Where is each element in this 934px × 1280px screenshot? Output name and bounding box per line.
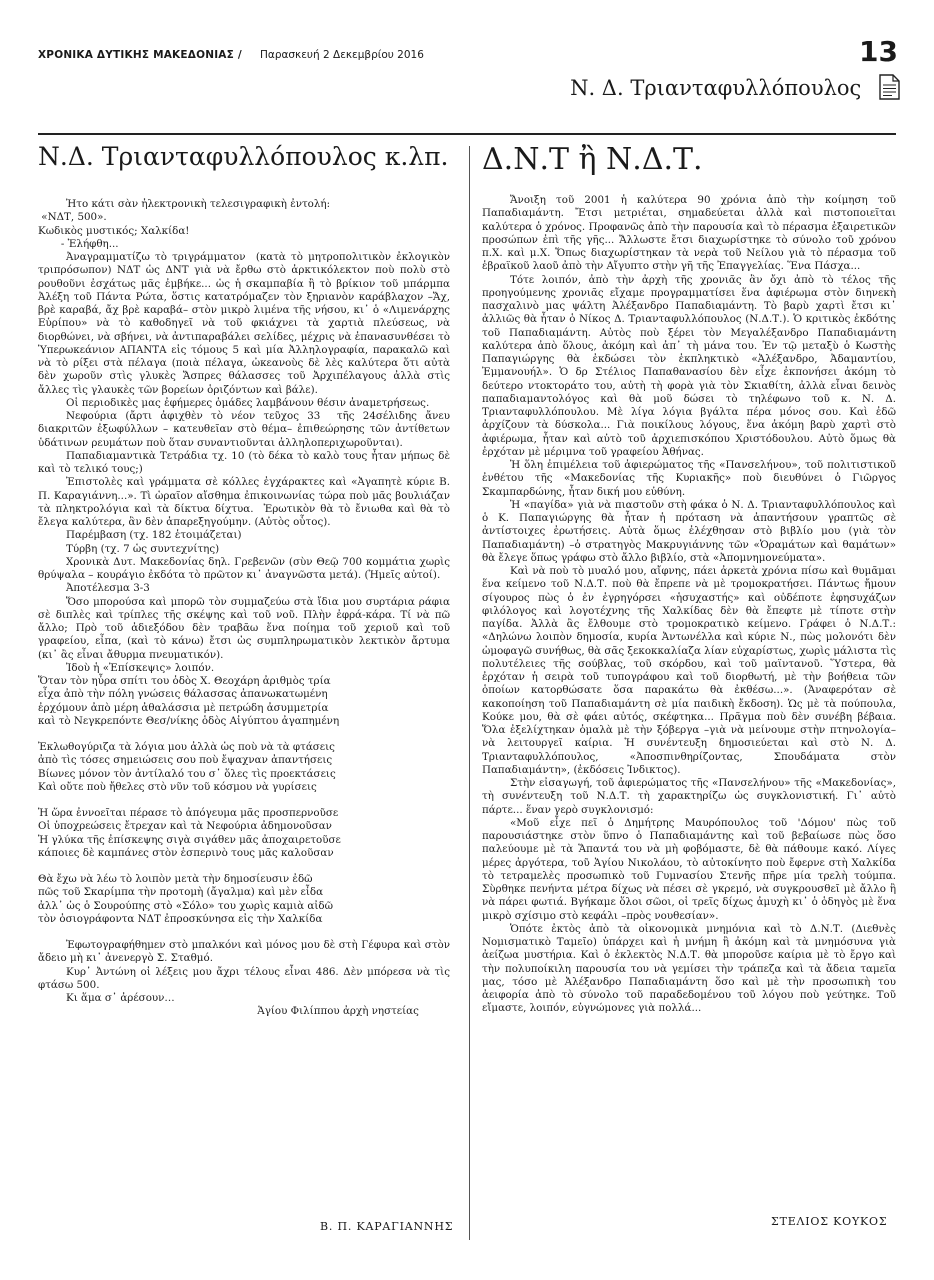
left-paragraph: Θὰ ἔχω νὰ λέω τὸ λοιπὸν μετὰ τὴν δημοσίευσιν ἐδῶ πῶς τοῦ Σκαρίμπα τὴν προτομὴ (ἄγαλμα) καὶ μὲν εἶδα ἀλλ᾽ ὡς ὁ Σουρούπης στὸ «Σόλο» του χωρὶς καμιὰ αἰδῶ τὸν ὁσιογράφοντα ΝΔΤ ἐπροσκύνησα εἰς τὴν Χαλκίδα	[38, 873, 333, 925]
left-article-title: Ν.Δ. Τριανταφυλλόπουλος κ.λπ.	[38, 142, 449, 171]
left-paragraph: Ἐφωτογραφήθημεν στὸ μπαλκόνι καὶ μόνος μου δὲ στὴ Γέφυρα καὶ στὸν ἄδειο μὴ κι᾽ ἀνενεργὸ Σ. Σταθμό.	[38, 939, 454, 965]
document-icon	[878, 73, 902, 101]
left-paragraph	[38, 926, 450, 939]
left-paragraph: Οἱ περιοδικὲς μας ἐφήμερες ὁμάδες λαμβάνουν θέσιν ἀναμετρήσεως.	[66, 396, 430, 409]
left-paragraph: Παπαδιαμαντικὰ Τετράδια τχ. 10 (τὸ δέκα τὸ καλὸ τους ἦταν μήπως δὲ καὶ τὸ τελικό τους;)	[38, 449, 454, 475]
left-paragraph	[38, 728, 450, 741]
left-paragraph: Ἡ ὥρα ἐννοεῖται πέρασε τὸ ἀπόγευμα μᾶς προσπερνοῦσε Οἱ ὑποχρεώσεις ἔτρεχαν καὶ τὰ Νεφούρια ἀδημονοῦσαν Ἡ γλύκα τῆς ἐπίσκεψης σιγὰ σιγάθεν μᾶς ἀποχαιρετοῦσε κάποιες δὲ καμπάνες στὸν ἑσπερινὸ τους μᾶς καλοῦσαν	[38, 807, 341, 859]
section-title-text: Ν. Δ. Τριανταφυλλόπουλος	[570, 76, 862, 100]
section-title	[570, 76, 898, 100]
page-number: 13	[859, 35, 898, 68]
left-article	[38, 140, 454, 1019]
left-paragraph: Κι ἅμα σ᾽ ἀρέσουν…	[66, 992, 175, 1004]
right-paragraph: «Μοῦ εἶχε πεῖ ὁ Δημήτρης Μαυρόπουλος τοῦ 'Δόμου' πὼς τοῦ παρουσιάστηκε στὸν ὕπνο ὁ Παπαδιαμάντης καὶ τοῦ βεβαίωσε πὼς ὅσο παλεύουμε μὲ τὰ Ἅπαντά του νὰ μὴ φοβόμαστε, δὲ θὰ πάθουμε κακό. Λίγες μέρες ἀργότερα, τοῦ Ἁγίου Νικολάου, τὸ αὐτοκίνητο ποὺ ἔφερνε στὴ Χαλκίδα τὸ τετραμελὲς προσωπικὸ τοῦ Γυμνασίου Στενῆς πῆρε μία τρελὴ τούμπα. Σὺρθηκε πενήντα μέτρα δίχως νὰ πέσει σὲ γκρεμό, νὰ συγκρουσθεῖ μὲ ἄλλο ἢ νὰ πάρει φωτιά. Βγήκαμε ὅλοι σῶοι, οἱ τρεῖς δίχως ἀμυχὴ κι᾽ ὁ ὁδηγὸς μὲ ἕνα μικρὸ σχίσιμο στὸ κεφάλι –πρὸς νουθεσίαν».	[482, 816, 900, 922]
left-paragraph: Χρονικὰ Δυτ. Μακεδονίας δηλ. Γρεβενῶν (σὺν Θεῷ 700 κομμάτια χωρὶς θρύψαλα – κουράγιο ἐκδότα τὸ πρῶτον κι᾽ ἀναγνῶστα μετά). (Ἡμεῖς αὐτοί).	[38, 555, 454, 581]
left-paragraph	[38, 794, 450, 807]
right-article	[482, 140, 900, 1016]
left-paragraph: Ἀναγραμματίζω τὸ τριγράμματον (κατὰ τὸ μητροπολιτικὸν ἐκλογικὸν τριπρόσωπον) ΝΔΤ ὡς ΔΝΤ γιὰ νὰ ἔρθω στὸ ἀρκτικόλεκτον ποὺ πολὺ στὸ ρουθοῦνι ἐσχάτως μᾶς ἐμβήκε... ὡς ἡ σκαμπαβία ἢ τὸ βρίκιον τοῦ μπάρμπα Ἀλέξη τοῦ Πάντα Ρώτα, ὅστις κατατρόμαζεν τὸν ξηριανὸν καράβλαχον –Ἄχ, βρὲ καραβά, ἄχ βρὲ καραβά– στὸν μικρὸ λιμένα τῆς νήσου, κι᾽ ὁ «Λιμενάρχης Εὐρίπου» νὰ τὸ καθοδηγεῖ νὰ τοῦ φκιάχνει τὰ χαρτιὰ πλεύσεως, νὰ διορθώνει, νὰ σβήνει, νὰ ἀντιπαραβάλει σελίδες, μέχρις νὰ ἐπανασυνθέσει τὸ Ὑπερωκεάνιον ΑΠΑΝΤΑ εἰς τόμους 5 καὶ μία Ἀλληλογραφία, παρακαλῶ καὶ νὰ τὸ ρίξει στὰ πέλαγα (ποιὰ πέλαγα, ὠκεανοὺς δὲ λὲς καλύτερα ὅτι αὐτὰ δὲν χωροῦν στὶς γλυκὲς Ἄσπρες θάλασσες τοῦ Ἀρχιπέλαγους ἀλλὰ στὶς ἄλλες τὶς γλαυκὲς τῶν βορείων ὁριζόντων καὶ βάλε).	[38, 251, 454, 396]
right-paragraph: Ἡ ὅλη ἐπιμέλεια τοῦ ἀφιερώματος τῆς «Πανσελήνου», τοῦ πολιτιστικοῦ ἐνθέτου τῆς «Μακεδονίας τῆς Κυριακῆς» ποὺ διευθύνει ὁ Γιῶργος Σκαμπαρδώνης, ἦταν δική μου εὐθύνη.	[482, 459, 900, 498]
left-paragraph: «ΝΔΤ, 500».	[38, 211, 107, 224]
left-article-author: Β. Π. ΚΑΡΑΓΙΑΝΝΗΣ	[320, 1220, 454, 1233]
left-paragraph: Ὅταν τὸν ηὖρα σπίτι του ὁδὸς Χ. Θεοχάρη ἀριθμὸς τρία εἶχα ἀπὸ τὴν πόλη γνώσεις θάλασσας ἀπανωκατωμένη ἐρχόμουν ἀπὸ μέρη ἀθαλάσσια μὲ πετρώδη ἀσυμμετρία καὶ τὸ Νεγκρεπόντε Θεσ/νίκης ὁδὸς Αἰγύπτου ἀγαπημένη	[38, 675, 340, 727]
left-article-body	[38, 198, 454, 1019]
right-paragraph: Τότε λοιπόν, ἀπὸ τὴν ἀρχὴ τῆς χρονιᾶς ἂν ὄχι ἀπὸ τὸ τέλος τῆς προηγούμενης χρονιᾶς εἴχαμε προγραμματίσει ἕνα ἀφιέρωμα στὸν διηνεκὴ πασχαλινὸ μας ψάλτη Ἀλέξανδρο Παπαδιαμάντη. Τὸ βαρὺ χαρτὶ ἔτσι κι᾽ ἀλλιῶς θὰ ἦταν ὁ Νίκος Δ. Τριανταφυλλόπουλος (Ν.Δ.Τ.). Ὁ κριτικὸς ἐκδότης τοῦ Παπαδιαμάντη. Αὐτὸς ποὺ ξέρει τὸν Μεγαλέξανδρο Παπαδιαμάντη καλύτερα ἀπὸ ὅλους, ἀκόμη καὶ ἀπ᾽ τὴ μάνα του. Ἐν τῷ μεταξὺ ὁ Κωστὴς Παπαγιώργης θὰ ἐκδώσει τὸν ἐκπληκτικὸ «Ἀλέξανδρο, Ἀδαμαντίου, Ἐμμανουήλ». Ὁ δρ Στέλιος Παπαθανασίου δὲν εἶχε ἐκπονήσει ἀκόμη τὸ δεύτερο ντοκτοράτο του, αὐτὴ τὴ φορὰ γιὰ τὸν Σκιαθίτη, ἀλλὰ εἶναι δεινὸς παπαδιαμαντολόγος καὶ θὰ μοῦ δώσει τὸ τηλέφωνο τοῦ κ. Ν. Δ. Τριανταφυλλόπουλου. Μὲ λίγα λόγια βγάλτα πέρα μόνος σου. Καὶ ἐδῶ ἀρχίζουν τὰ δύσκολα... Γιὰ ποικίλους λόγους, ἕνα ἀκόμη βαρὺ χαρτὶ στὸ ἀφιέρωμα, ἦταν καὶ αὐτὸ τοῦ ἀρχιεπισκόπου Χριστόδουλου. Αὐτὸ ὅμως θὰ ἐρχόταν μὲ μέριμνα τοῦ γραφείου Ἀθήνας.	[482, 273, 900, 458]
right-paragraph: Καὶ νὰ ποὺ τὸ μυαλό μου, αἴφνης, πάει ἀρκετὰ χρόνια πίσω καὶ θυμᾶμαι ἕνα κείμενο τοῦ Ν.Δ.Τ. ποὺ θὰ ἔπρεπε νὰ μὲ τρομοκρατήσει. Πάντως ἤμουν σίγουρος πὼς ὁ ἐν ἐγρηγόρσει «ἡσυχαστής» καὶ οὐδέποτε ἐφησυχάζων φιλόλογος καὶ λογοτέχνης τῆς Χαλκίδας δὲν θὰ ἔπεφτε μὲ τίποτε στὴν παγίδα. Ἀλλὰ ἂς ἔλθουμε στὸ τρομοκρατικὸ κείμενο. Γράφει ὁ Ν.Δ.Τ.: «Δηλώνω λοιπὸν δημοσία, κυρία Ἀντωνέλλα καὶ κύριε Ν., πὼς μολονότι δὲν ὠμοφαγῶ συνήθως, θὰ σᾶς ξεκοκκαλίαζα λίαν εὐχαρίστως, χωρὶς μάλιστα τὶς πολυτέλειες τῆς σούβλας, τοῦ σκόρδου, καὶ τοῦ μαϊντανοῦ. Ὕστερα, θὰ ἐρχόταν ἡ σειρὰ τοῦ τυπογράφου καὶ τοῦ διορθωτή, μὲ τὴν βοήθεια τῶν ὁποίων κατορθώσατε ὅσα παρακάτω θὰ ἐκθέσω...». (Ἀναφερόταν σὲ κακοποίηση τοῦ Παπαδιαμάντη σὲ μία παιδικὴ ἔκδοση). Ὡς μὲ τὰ πούπουλα, Κούκε μου, θὰ σὲ φάει αὐτός, σκέφτηκα... Πρᾶγμα ποὺ δὲν συνέβη βέβαια. Ὅλα ἐξελίχτηκαν ὁμαλὰ μὲ τὴν ξόβεργα –γιὰ νὰ μείνουμε στὴν πτηνολογία– νὰ λειτουργεῖ καίρια. Ἡ συνέντευξη δημοσιεύεται καὶ στὸ Ν. Δ. Τριανταφυλλόπουλος, «Ἀποσπινθηρίζοντας, Σπουδάματα στὸν Παπαδιαμάντη», (ἐκδόσεις Ἰνδικτος).	[482, 565, 900, 776]
left-paragraph: Ἐκλωθογύριζα τὰ λόγια μου ἀλλὰ ὡς ποὺ νὰ τὰ φτάσεις ἀπὸ τὶς τόσες σημειώσεις σου ποὺ ἔψαχναν ἀπαντήσεις Βίωνες μόνον τὸν ἀντίλαλό του σ᾽ ὅλες τὶς προεκτάσεις Καὶ οὔτε ποὺ ἤθελες στὸ νῦν τοῦ κόσμου νὰ γυρίσεις	[38, 741, 336, 793]
left-paragraph: Ἁγίου Φιλίππου ἀρχὴ νηστείας	[38, 1005, 419, 1018]
right-paragraph: Ὁπότε ἐκτὸς ἀπὸ τὰ οἰκονομικὰ μνημόνια καὶ τὸ Δ.Ν.Τ. (Διεθνὲς Νομισματικὸ Ταμεῖο) ὑπάρχει καὶ ἡ μνήμη ἢ ἀκόμη καὶ τὰ μνημόσυνα γιὰ ἀείζωα μυστήρια. Καὶ ὁ ἐκλεκτὸς Ν.Δ.Τ. θὰ μποροῦσε καίρια μὲ τὸ ἔργο καὶ τὴν πολυποίκιλη παρουσία του νὰ γεμίσει τὴν τράπεζα καὶ τὰ ἄδεια ταμεῖα μας, τόσο μὲ Ἀλέξανδρο Παπαδιαμάντη ὅσο καὶ μὲ τὴν προσωπικὴ του ἀειφορία ἀπὸ τὸ σύνολο τοῦ παραδεδομένου τοῦ λόγου ποὺ γεύτηκε. Τοῦ εἴμαστε, λοιπόν, εὐγνώμονες γιὰ πολλά...	[482, 922, 900, 1015]
left-paragraph: Ἐπιστολὲς καὶ γράμματα σὲ κόλλες ἐγχάρακτες καὶ «Ἀγαπητὲ κύριε Β. Π. Καραγιάννη...». Τὶ ὡραῖον αἴσθημα ἐπικοινωνίας τώρα ποὺ μᾶς βουλιάζαν τὰ πληκτρολόγια καὶ τὰ δίκτυα δίχτυα. Ἐρωτικὸν θὰ τὸ ἔνιωθα καὶ θὰ τὸ ἔλεγα καλύτερα, ἂν δὲν ἀπαρεξηγούμην. (Αὐτὸς οὗτος).	[38, 476, 454, 528]
column-divider	[469, 146, 470, 1240]
left-paragraph: Κωδικὸς μυστικός; Χαλκίδα!	[38, 224, 190, 237]
issue-date: Παρασκευή 2 Δεκεμβρίου 2016	[260, 49, 424, 61]
left-paragraph: Ὅσο μπορούσα καὶ μπορῶ τὸν συμμαζεύω στὰ ἴδια μου συρτάρια ράφια σὲ διπλὲς καὶ τρίπλες τῆς σκέψης καὶ τοῦ νοῦ. Πλὴν ἐφρά-κάρα. Τί νὰ πῶ ἄλλο; Πρὸ τοῦ ἀδιεξόδου δὲν τραβᾶω ἕνα ποίημα τοῦ χεριοῦ καὶ τοῦ γραφείου, εἶπα, (καὶ τὸ κάνω) ἔτσι ὡς συμπληρωματικὸν λεκτικὸν ἄρτυμα (κι᾽ ἂς εἶναι ἄθυρμα πνευματικόν).	[38, 595, 454, 661]
page-header	[38, 35, 898, 69]
left-paragraph: Ἠτο κάτι σὰν ἠλεκτρονικὴ τελεσιγραφικὴ ἐντολή:	[66, 198, 331, 210]
right-paragraph: Ἡ «παγίδα» γιὰ νὰ πιαστοῦν στὴ φάκα ὁ Ν. Δ. Τριανταφυλλόπουλος καὶ ὁ Κ. Παπαγιώργης θὰ ἦταν ἡ πρόταση νὰ ἀπαντήσουν γραπτῶς σὲ ἀντίστοιχες ἐρωτήσεις. Αὐτὰ ὅμως ἐλέχθησαν στὸ βιβλίο μου (γιὰ τὸν Παπαδιαμάντη) –ὁ στρατηγὸς Μακρυγιάννης τῶν «Ὁραμάτων καὶ θαμάτων» θὰ ἔλεγε ὅπως γράφω στὸ ἄλλο βιβλίο, στὰ «Ἀπομνημονεύματα».	[482, 498, 900, 564]
left-paragraph: Τύρβη (τχ. 7 ὡς συντεχνίτης)	[66, 542, 220, 555]
left-paragraph: Ἀποτέλεσμα 3-3	[66, 582, 150, 595]
right-article-body	[482, 194, 900, 1016]
header-rule	[38, 133, 896, 135]
left-paragraph: - Ἐλήφθη...	[38, 237, 119, 250]
left-paragraph: Παρέμβαση (τχ. 182 ἑτοιμάζεται)	[66, 529, 242, 542]
left-paragraph: Ἰδοὺ ἡ «Ἐπίσκεψις» λοιπόν.	[66, 661, 215, 674]
left-paragraph: Νεφούρια (ἄρτι ἀφιχθὲν τὸ νέον τεῦχος 33 τῆς 24σέλιδης ἄνευ διακριτῶν ἐξωφύλλων – κατευθεῖαν στὸ θέμα– ἐπιθεώρησης τῶν ἀντίθετων ὑδάτινων ρευμάτων ποὺ ὅταν συναντιοῦνται ἀλληλοπεριχωροῦνται).	[38, 410, 454, 449]
left-paragraph	[38, 860, 450, 873]
newspaper-name: ΧΡΟΝΙΚΑ ΔΥΤΙΚΗΣ ΜΑΚΕΔΟΝΙΑΣ /	[38, 49, 242, 61]
right-article-title: Δ.Ν.Τ ἢ Ν.Δ.Τ.	[482, 142, 703, 177]
right-paragraph: Ἄνοιξη τοῦ 2001 ἡ καλύτερα 90 χρόνια ἀπὸ τὴν κοίμηση τοῦ Παπαδιαμάντη. Ἔτσι μετριέται, σημαδεύεται ἀλλὰ καὶ πιστοποιεῖται καλύτερα ὁ χρόνος. Προφανῶς ἀπὸ τὴν παρουσία καὶ τὸ πέρασμα ἐξαιρετικῶν προσώπων ἐπὶ τῆς γῆς... Ἄλλωστε ἔτσι διαχωρίστηκε τὸ σύνολο τοῦ χρόνου π.Χ. καὶ μ.Χ. Ὅπως διαχωρίστηκαν τὰ νερὰ τοῦ Νείλου γιὰ τὸ πέρασμα τοῦ ἑβραϊκοῦ λαοῦ ἀπὸ τὴν Αἴγυπτο στὴν γῆ τῆς Ἐπαγγελίας. Ἕνα Πάσχα...	[482, 194, 900, 273]
right-article-author: ΣΤΕΛΙΟΣ ΚΟΥΚΟΣ	[771, 1215, 888, 1228]
left-paragraph: Κυρ᾽ Ἀντώνη οἱ λέξεις μου ἄχρι τέλους εἶναι 486. Δὲν μπόρεσα νὰ τὶς φτάσω 500.	[38, 965, 454, 991]
right-paragraph: Στὴν εἰσαγωγή, τοῦ ἀφιερώματος τῆς «Πανσελήνου» τῆς «Μακεδονίας», τὴ συνέντευξη τοῦ Ν.Δ.Τ. τὴ χαρακτηρίζω ὡς συγκλονιστική. Γι᾽ αὐτὸ πάρτε... ἕναν γερὸ συγκλονισμό:	[482, 777, 900, 816]
